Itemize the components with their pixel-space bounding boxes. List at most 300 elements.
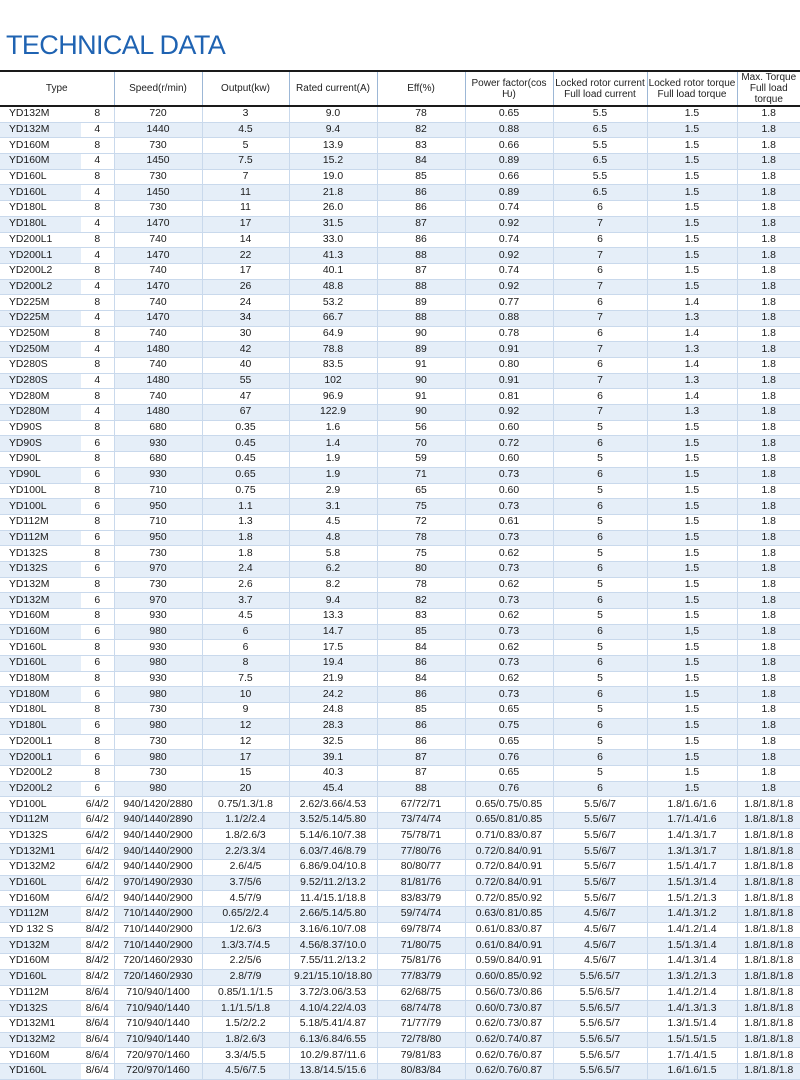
cell-locked-current: 6 (553, 436, 647, 452)
table-row (0, 860, 800, 876)
cell-locked-torque: 1.4/1.3/1.4 (647, 954, 737, 970)
cell-output: 17 (202, 263, 289, 279)
cell-locked-current: 7 (553, 405, 647, 421)
cell-poles: 8 (81, 106, 114, 122)
cell-output: 7 (202, 169, 289, 185)
table-row (0, 1001, 800, 1017)
cell-type: YD200L2 (0, 279, 81, 295)
table-row (0, 232, 800, 248)
cell-power-factor: 0.72/0.85/0.92 (465, 891, 553, 907)
cell-eff: 75/81/76 (377, 954, 465, 970)
table-row (0, 844, 800, 860)
cell-current: 9.4 (289, 593, 377, 609)
table-row (0, 624, 800, 640)
cell-poles: 8/6/4 (81, 1001, 114, 1017)
cell-type: YD 132 S (0, 922, 81, 938)
cell-eff: 84 (377, 640, 465, 656)
cell-speed: 680 (114, 420, 202, 436)
cell-max-torque: 1.8/1.8/1.8 (737, 797, 800, 813)
table-row (0, 765, 800, 781)
cell-output: 11 (202, 201, 289, 217)
cell-type: YD100L (0, 797, 81, 813)
cell-eff: 87 (377, 765, 465, 781)
cell-poles: 6/4/2 (81, 891, 114, 907)
cell-type: YD132S (0, 828, 81, 844)
cell-power-factor: 0.88 (465, 310, 553, 326)
cell-poles: 4 (81, 310, 114, 326)
cell-current: 24.2 (289, 687, 377, 703)
table-row (0, 420, 800, 436)
cell-output: 2.2/5/6 (202, 954, 289, 970)
cell-current: 8.2 (289, 577, 377, 593)
cell-locked-torque: 1.4/1.2/1.4 (647, 922, 737, 938)
cell-max-torque: 1.8 (737, 373, 800, 389)
header-speed: Speed(r/min) (114, 71, 202, 106)
cell-output: 1.8 (202, 546, 289, 562)
cell-eff: 90 (377, 405, 465, 421)
cell-speed: 720/970/1460 (114, 1048, 202, 1064)
cell-eff: 71/77/79 (377, 1016, 465, 1032)
cell-max-torque: 1.8 (737, 624, 800, 640)
table-row (0, 907, 800, 923)
cell-poles: 8/4/2 (81, 922, 114, 938)
cell-poles: 4 (81, 216, 114, 232)
table-row (0, 342, 800, 358)
cell-output: 1.5/2/2.2 (202, 1016, 289, 1032)
cell-power-factor: 0.73 (465, 624, 553, 640)
cell-max-torque: 1.8 (737, 499, 800, 515)
cell-speed: 740 (114, 232, 202, 248)
cell-poles: 6/4/2 (81, 828, 114, 844)
cell-speed: 930 (114, 609, 202, 625)
cell-locked-torque: 1.7/1.4/1.6 (647, 812, 737, 828)
cell-poles: 8 (81, 169, 114, 185)
cell-locked-torque: 1.5 (647, 232, 737, 248)
cell-speed: 730 (114, 201, 202, 217)
cell-current: 5.18/5.41/4.87 (289, 1016, 377, 1032)
cell-power-factor: 0.72/0.84/0.91 (465, 875, 553, 891)
cell-current: 39.1 (289, 750, 377, 766)
cell-type: YD160L (0, 640, 81, 656)
cell-locked-torque: 1.5 (647, 656, 737, 672)
table-row (0, 467, 800, 483)
table-row (0, 436, 800, 452)
cell-locked-current: 7 (553, 216, 647, 232)
cell-type: YD200L1 (0, 248, 81, 264)
cell-locked-current: 6 (553, 499, 647, 515)
cell-speed: 730 (114, 734, 202, 750)
cell-locked-torque: 1.5 (647, 106, 737, 122)
cell-speed: 980 (114, 656, 202, 672)
cell-output: 0.75 (202, 483, 289, 499)
cell-poles: 4 (81, 248, 114, 264)
table-row (0, 640, 800, 656)
cell-power-factor: 0.73 (465, 687, 553, 703)
cell-locked-torque: 1,5 (647, 624, 737, 640)
cell-current: 5.14/6.10/7.38 (289, 828, 377, 844)
cell-current: 7.55/11.2/13.2 (289, 954, 377, 970)
cell-output: 17 (202, 216, 289, 232)
cell-speed: 940/1440/2900 (114, 844, 202, 860)
header-locked-torque-line1: Locked rotor torque (648, 77, 736, 89)
cell-locked-current: 6.5 (553, 185, 647, 201)
cell-eff: 88 (377, 310, 465, 326)
cell-output: 12 (202, 718, 289, 734)
cell-type: YD280M (0, 389, 81, 405)
cell-poles: 4 (81, 405, 114, 421)
cell-max-torque: 1.8 (737, 216, 800, 232)
cell-output: 1.3/3.7/4.5 (202, 938, 289, 954)
cell-power-factor: 0.66 (465, 169, 553, 185)
cell-max-torque: 1.8/1.8/1.8 (737, 1001, 800, 1017)
cell-locked-torque: 1.5 (647, 765, 737, 781)
cell-type: YD90L (0, 467, 81, 483)
cell-eff: 82 (377, 593, 465, 609)
cell-locked-torque: 1.5/1.2/1.3 (647, 891, 737, 907)
cell-locked-torque: 1.3 (647, 310, 737, 326)
cell-max-torque: 1.8 (737, 718, 800, 734)
cell-poles: 6/4/2 (81, 812, 114, 828)
cell-max-torque: 1.8 (737, 389, 800, 405)
cell-poles: 4 (81, 342, 114, 358)
cell-speed: 1480 (114, 405, 202, 421)
cell-eff: 72/78/80 (377, 1032, 465, 1048)
cell-max-torque: 1.8/1.8/1.8 (737, 969, 800, 985)
cell-current: 41.3 (289, 248, 377, 264)
cell-locked-torque: 1.6/1.6/1.5 (647, 1063, 737, 1079)
cell-current: 5.8 (289, 546, 377, 562)
cell-current: 1.9 (289, 452, 377, 468)
cell-locked-torque: 1.3/1.2/1.3 (647, 969, 737, 985)
cell-speed: 740 (114, 295, 202, 311)
cell-output: 3.7/5/6 (202, 875, 289, 891)
table-row (0, 812, 800, 828)
cell-locked-current: 5.5/6.5/7 (553, 969, 647, 985)
cell-type: YD112M (0, 907, 81, 923)
cell-eff: 86 (377, 232, 465, 248)
cell-current: 9.52/11.2/13.2 (289, 875, 377, 891)
cell-eff: 87 (377, 216, 465, 232)
cell-locked-current: 6 (553, 326, 647, 342)
cell-type: YD90S (0, 420, 81, 436)
cell-output: 2.6 (202, 577, 289, 593)
cell-power-factor: 0.60 (465, 452, 553, 468)
cell-eff: 86 (377, 656, 465, 672)
cell-speed: 710/940/1440 (114, 1001, 202, 1017)
cell-current: 6.13/6.84/6.55 (289, 1032, 377, 1048)
cell-locked-torque: 1.4 (647, 326, 737, 342)
cell-power-factor: 0.74 (465, 201, 553, 217)
cell-locked-torque: 1.5 (647, 138, 737, 154)
table-row (0, 922, 800, 938)
cell-speed: 980 (114, 750, 202, 766)
cell-max-torque: 1.8/1.8/1.8 (737, 891, 800, 907)
cell-speed: 980 (114, 687, 202, 703)
cell-output: 4.5/6/7.5 (202, 1063, 289, 1079)
cell-locked-torque: 1.4 (647, 389, 737, 405)
cell-poles: 8 (81, 609, 114, 625)
cell-current: 9.21/15.10/18.80 (289, 969, 377, 985)
cell-type: YD200L1 (0, 750, 81, 766)
cell-locked-torque: 1.3/1.5/1.4 (647, 1016, 737, 1032)
cell-type: YD180L (0, 718, 81, 734)
cell-poles: 6 (81, 593, 114, 609)
cell-locked-current: 5.5/6.5/7 (553, 1063, 647, 1079)
cell-locked-current: 5 (553, 577, 647, 593)
cell-locked-torque: 1.4 (647, 295, 737, 311)
cell-power-factor: 0.59/0.84/0.91 (465, 954, 553, 970)
cell-current: 122.9 (289, 405, 377, 421)
cell-poles: 6 (81, 499, 114, 515)
header-locked-torque-line2: Full load torque (657, 88, 727, 100)
cell-output: 15 (202, 765, 289, 781)
cell-eff: 59 (377, 452, 465, 468)
cell-eff: 88 (377, 781, 465, 797)
cell-output: 1.1/1.5/1.8 (202, 1001, 289, 1017)
cell-output: 47 (202, 389, 289, 405)
cell-speed: 940/1440/2900 (114, 860, 202, 876)
cell-power-factor: 0.62 (465, 671, 553, 687)
cell-speed: 710/940/1440 (114, 1016, 202, 1032)
table-row (0, 106, 800, 122)
cell-locked-current: 7 (553, 248, 647, 264)
cell-speed: 1470 (114, 248, 202, 264)
header-locked-torque (647, 71, 737, 106)
cell-current: 6.86/9.04/10.8 (289, 860, 377, 876)
cell-type: YD280S (0, 358, 81, 374)
cell-type: YD132M (0, 577, 81, 593)
cell-current: 9.0 (289, 106, 377, 122)
cell-power-factor: 0.88 (465, 122, 553, 138)
cell-type: YD180L (0, 216, 81, 232)
cell-max-torque: 1.8 (737, 687, 800, 703)
cell-speed: 730 (114, 138, 202, 154)
cell-speed: 720/970/1460 (114, 1063, 202, 1079)
cell-output: 0.45 (202, 436, 289, 452)
cell-output: 0.45 (202, 452, 289, 468)
cell-eff: 72 (377, 514, 465, 530)
cell-poles: 6/4/2 (81, 860, 114, 876)
cell-speed: 980 (114, 781, 202, 797)
cell-locked-current: 6 (553, 750, 647, 766)
cell-speed: 720/1460/2930 (114, 954, 202, 970)
cell-max-torque: 1.8 (737, 169, 800, 185)
cell-power-factor: 0.56/0.73/0.86 (465, 985, 553, 1001)
cell-current: 96.9 (289, 389, 377, 405)
cell-power-factor: 0.60/0.73/0.87 (465, 1001, 553, 1017)
cell-locked-current: 4.5/6/7 (553, 938, 647, 954)
cell-current: 6.2 (289, 561, 377, 577)
cell-output: 17 (202, 750, 289, 766)
cell-current: 2.66/5.14/5.80 (289, 907, 377, 923)
cell-speed: 740 (114, 389, 202, 405)
cell-speed: 710/1440/2900 (114, 922, 202, 938)
table-row (0, 687, 800, 703)
cell-speed: 710 (114, 483, 202, 499)
cell-poles: 8 (81, 452, 114, 468)
cell-max-torque: 1.8 (737, 514, 800, 530)
cell-power-factor: 0.74 (465, 263, 553, 279)
cell-locked-current: 6.5 (553, 122, 647, 138)
cell-power-factor: 0.72/0.84/0.91 (465, 860, 553, 876)
cell-locked-current: 5 (553, 609, 647, 625)
cell-output: 40 (202, 358, 289, 374)
header-locked-current-line1: Locked rotor current (555, 77, 645, 89)
cell-current: 13.8/14.5/15.6 (289, 1063, 377, 1079)
cell-locked-current: 5.5/6.5/7 (553, 1001, 647, 1017)
cell-poles: 8/4/2 (81, 938, 114, 954)
cell-type: YD200L1 (0, 734, 81, 750)
table-row (0, 593, 800, 609)
cell-poles: 6 (81, 530, 114, 546)
cell-locked-current: 6 (553, 232, 647, 248)
cell-output: 0.65 (202, 467, 289, 483)
table-row (0, 718, 800, 734)
cell-locked-current: 4.5/6/7 (553, 907, 647, 923)
table-row (0, 609, 800, 625)
cell-power-factor: 0.92 (465, 216, 553, 232)
cell-poles: 8/6/4 (81, 1016, 114, 1032)
cell-locked-current: 5.5/6/7 (553, 891, 647, 907)
cell-locked-current: 5 (553, 420, 647, 436)
cell-max-torque: 1.8 (737, 263, 800, 279)
cell-output: 2.4 (202, 561, 289, 577)
cell-locked-current: 6.5 (553, 154, 647, 170)
cell-speed: 950 (114, 499, 202, 515)
cell-eff: 73/74/74 (377, 812, 465, 828)
cell-locked-torque: 1.5 (647, 452, 737, 468)
cell-current: 102 (289, 373, 377, 389)
cell-max-torque: 1.8 (737, 185, 800, 201)
cell-locked-current: 5.5/6.5/7 (553, 1048, 647, 1064)
cell-output: 9 (202, 703, 289, 719)
cell-current: 3.72/3.06/3.53 (289, 985, 377, 1001)
cell-max-torque: 1.8 (737, 530, 800, 546)
cell-type: YD225M (0, 295, 81, 311)
cell-type: YD160L (0, 1063, 81, 1079)
cell-speed: 720/1460/2930 (114, 969, 202, 985)
header-eff: Eff(%) (377, 71, 465, 106)
cell-current: 66.7 (289, 310, 377, 326)
cell-output: 8 (202, 656, 289, 672)
cell-eff: 89 (377, 342, 465, 358)
cell-locked-current: 5.5/6.5/7 (553, 1016, 647, 1032)
cell-power-factor: 0.75 (465, 718, 553, 734)
cell-max-torque: 1.8 (737, 138, 800, 154)
cell-current: 64.9 (289, 326, 377, 342)
table-row (0, 985, 800, 1001)
cell-type: YD132S (0, 1001, 81, 1017)
cell-current: 24.8 (289, 703, 377, 719)
cell-speed: 950 (114, 530, 202, 546)
cell-poles: 4 (81, 279, 114, 295)
cell-locked-torque: 1.5 (647, 671, 737, 687)
table-row (0, 169, 800, 185)
cell-max-torque: 1.8/1.8/1.8 (737, 812, 800, 828)
cell-locked-current: 5 (553, 640, 647, 656)
cell-locked-torque: 1.5 (647, 750, 737, 766)
table-row (0, 671, 800, 687)
cell-eff: 87 (377, 750, 465, 766)
cell-poles: 8 (81, 483, 114, 499)
cell-current: 13.3 (289, 609, 377, 625)
cell-type: YD132M1 (0, 1016, 81, 1032)
cell-power-factor: 0.73 (465, 656, 553, 672)
cell-max-torque: 1.8/1.8/1.8 (737, 1016, 800, 1032)
cell-poles: 4 (81, 154, 114, 170)
cell-locked-torque: 1.5/1.5/1.5 (647, 1032, 737, 1048)
cell-locked-torque: 1.5 (647, 201, 737, 217)
cell-locked-current: 4.5/6/7 (553, 954, 647, 970)
cell-poles: 6 (81, 624, 114, 640)
table-row (0, 546, 800, 562)
cell-output: 12 (202, 734, 289, 750)
cell-eff: 77/80/76 (377, 844, 465, 860)
cell-speed: 1470 (114, 310, 202, 326)
cell-output: 1.1 (202, 499, 289, 515)
cell-power-factor: 0.62 (465, 609, 553, 625)
cell-speed: 970/1490/2930 (114, 875, 202, 891)
cell-speed: 730 (114, 546, 202, 562)
cell-locked-current: 6 (553, 389, 647, 405)
table-row (0, 216, 800, 232)
cell-current: 13.9 (289, 138, 377, 154)
cell-poles: 6 (81, 656, 114, 672)
cell-max-torque: 1.8 (737, 420, 800, 436)
cell-locked-current: 5 (553, 483, 647, 499)
cell-locked-torque: 1.5 (647, 483, 737, 499)
cell-eff: 75 (377, 546, 465, 562)
cell-output: 34 (202, 310, 289, 326)
cell-type: YD160L (0, 185, 81, 201)
cell-power-factor: 0.66 (465, 138, 553, 154)
cell-current: 10.2/9.87/11.6 (289, 1048, 377, 1064)
cell-speed: 970 (114, 593, 202, 609)
table-row (0, 797, 800, 813)
cell-max-torque: 1.8/1.8/1.8 (737, 907, 800, 923)
cell-current: 45.4 (289, 781, 377, 797)
cell-current: 4.10/4.22/4.03 (289, 1001, 377, 1017)
cell-poles: 8/4/2 (81, 954, 114, 970)
cell-locked-torque: 1.5 (647, 593, 737, 609)
table-row (0, 734, 800, 750)
cell-speed: 730 (114, 169, 202, 185)
cell-locked-current: 5.5/6.5/7 (553, 985, 647, 1001)
cell-power-factor: 0.73 (465, 499, 553, 515)
cell-poles: 8 (81, 734, 114, 750)
cell-locked-current: 6 (553, 781, 647, 797)
header-current: Rated current(A) (289, 71, 377, 106)
cell-locked-current: 5.5/6/7 (553, 812, 647, 828)
cell-poles: 8 (81, 420, 114, 436)
cell-eff: 85 (377, 169, 465, 185)
cell-locked-torque: 1.5 (647, 546, 737, 562)
cell-power-factor: 0.89 (465, 154, 553, 170)
cell-type: YD160L (0, 169, 81, 185)
cell-locked-current: 5.5/6/7 (553, 844, 647, 860)
cell-locked-torque: 1.5 (647, 734, 737, 750)
cell-output: 6 (202, 640, 289, 656)
cell-locked-current: 5.5/6/7 (553, 860, 647, 876)
cell-output: 0.75/1.3/1.8 (202, 797, 289, 813)
cell-poles: 6/4/2 (81, 797, 114, 813)
cell-eff: 83 (377, 138, 465, 154)
cell-power-factor: 0.91 (465, 342, 553, 358)
cell-locked-torque: 1.5 (647, 263, 737, 279)
cell-current: 3.1 (289, 499, 377, 515)
header-max-torque-line1: Max. Torque (741, 72, 797, 83)
cell-power-factor: 0.73 (465, 561, 553, 577)
